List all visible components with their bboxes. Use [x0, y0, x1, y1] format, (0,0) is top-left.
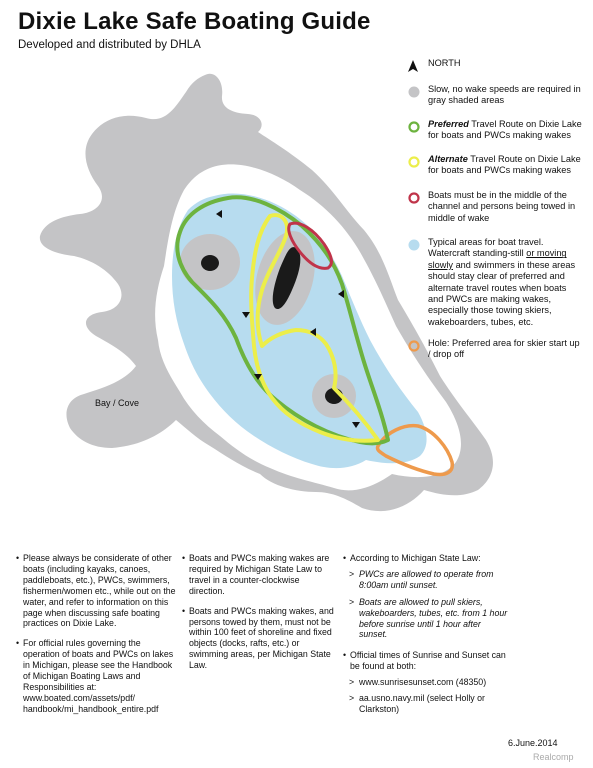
note-item: • Official times of Sunrise and Sunset can be found at both:: [343, 650, 506, 672]
publish-date: 6.June.2014: [508, 738, 558, 748]
legend-preferred: [408, 119, 583, 142]
legend-typical-text: Typical areas for boat travel. Watercraft standing-still or moving slowly and swimmers in these areas should stay clear of preferred and alternate travel routes when boats and PWCs are making wakes, especially those towing skiers, wakeboarders, tubes, etc.: [428, 237, 576, 327]
legend-middle-text: Boats must be in the middle of the channel and persons being towed in middle of wake: [428, 190, 576, 223]
note-item: • Please always be considerate of other boats (including kayaks, canoes, paddleboats, etc.), PWCs, swimmers, fishermen/women etc., while out on the water, and refer to information on this page when discussing safe boating practices on Dixie Lake.: [16, 553, 176, 629]
sun-link: > www.sunrisesunset.com (48350): [349, 677, 487, 688]
legend-hole: [408, 338, 583, 361]
legend-no-wake: [408, 84, 583, 107]
yellow-ring-icon: [408, 155, 424, 173]
note-item: • According to Michigan State Law:: [343, 553, 481, 563]
notes-column-2: [182, 553, 337, 680]
legend-north-label: NORTH: [428, 58, 461, 68]
legend-north: [408, 58, 583, 77]
notes-column-1: [16, 553, 176, 724]
orange-ring-icon: [408, 339, 424, 357]
island-west: [201, 255, 219, 271]
note-item: • For official rules governing the operation of boats and PWCs on lakes in Michigan, please see the Handbook of Michigan Boating Laws and Responsibilities at: www.boated.com/assets/pdf/ handbook/mi_handbook_entire.pdf: [16, 638, 174, 714]
legend-no-wake-text: Slow, no wake speeds are required in gray shaded areas: [428, 84, 581, 106]
green-ring-icon: [408, 120, 424, 138]
notes-column-3: [343, 553, 508, 720]
page-subtitle: Developed and distributed by DHLA: [18, 39, 201, 51]
page-title: Dixie Lake Safe Boating Guide: [18, 8, 371, 35]
gray-dot-icon: [408, 85, 424, 103]
north-arrow-icon: [408, 59, 424, 77]
legend-alternate: [408, 154, 583, 177]
legend-middle-channel: [408, 190, 583, 224]
legend-alternate-text: Alternate Travel Route on Dixie Lake for boats and PWCs making wakes: [428, 154, 581, 176]
blue-dot-icon: [408, 238, 424, 256]
note-item: • Boats and PWCs making wakes are required by Michigan State Law to travel in a counter-clockwise direction.: [182, 553, 330, 596]
note-item: • Boats and PWCs making wakes, and persons towed by them, must not be within 100 feet of shoreline and fixed objects (docks, rafts, etc.) or swimming areas, per Michigan State Law.: [182, 605, 334, 671]
law-item: > Boats are allowed to pull skiers, wakeboarders, tubes, etc. from 1 hour before sunrise until 1 hour after sunset.: [349, 596, 508, 640]
red-ring-icon: [408, 191, 424, 209]
law-item: > PWCs are allowed to operate from 8:00am until sunset.: [349, 568, 494, 590]
legend-typical: [408, 237, 583, 328]
legend-preferred-text: Preferred Travel Route on Dixie Lake for boats and PWCs making wakes: [428, 119, 582, 141]
legend-hole-text: Hole: Preferred area for skier start up / drop off: [428, 338, 580, 360]
bay-cove-label: Bay / Cove: [95, 398, 140, 408]
sun-link: > aa.usno.navy.mil (select Holly or Clarkston): [349, 693, 485, 714]
watermark: Realcomp: [533, 752, 574, 762]
